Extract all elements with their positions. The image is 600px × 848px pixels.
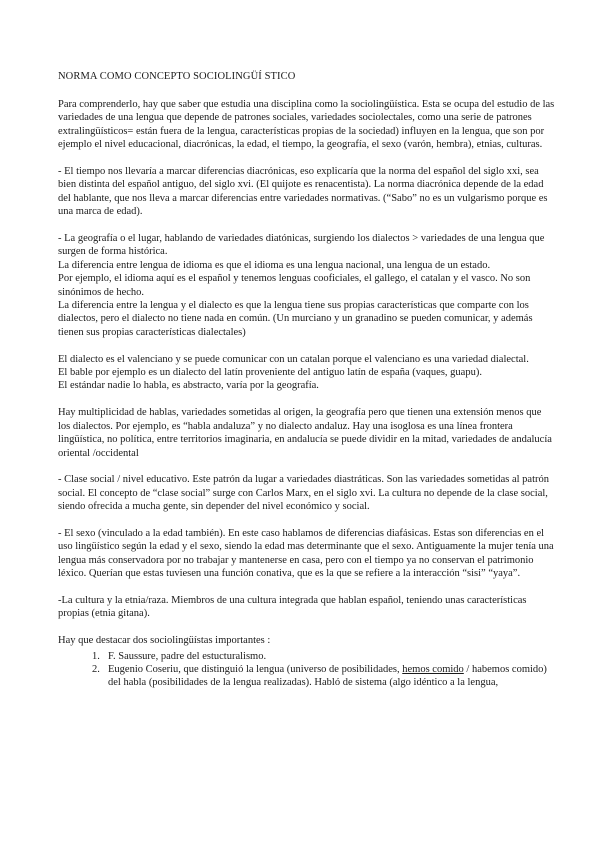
paragraph-line: - El sexo (vinculado a la edad también). En este caso hablamos de diferencias diafásicas. Estas son diferencias en el uso lingüístico según la edad y el sexo, siendo la edad mas determinante que el sexo. Antiguamente la mujer tenía una lengua más conservadora por no trabajar y mantenerse en casa, pero con el tiempo ya no conservan el patrimonio léxico. Querían que estas tuviesen una función conativa, que es la que se refiere a la interacción “sisi” “yaya”. (58, 527, 554, 580)
list-number: 2. (92, 663, 100, 675)
paragraph-line: Hay que destacar dos sociolingüístas importantes : (58, 635, 271, 647)
paragraph-line: - Clase social / nivel educativo. Este patrón da lugar a variedades diastráticas. Son las variedades sometidas al patrón social. El concepto de “clase social” surge con Carlos Marx, en el siglo xvi. La cultura no depende de la clase social, siendo ofrecida a mucha gente, sin depender del nivel económico y social. (58, 474, 550, 513)
list-item (92, 663, 556, 690)
list-item-text: F. Saussure, padre del estucturalismo. (108, 650, 267, 662)
paragraph-line: Hay multiplicidad de hablas, variedades sometidas al origen, la geografía pero que tienen una extensión menos que los dialectos. Por ejemplo, es “habla andaluza” y no dialecto andaluz. Hay una isoglosa es una línea frontera lingüística, no política, entre territorios imaginaria, en andalucía se puede dividir en la mitad, variedades de andalucía oriental /occidental (58, 407, 552, 459)
list-item-text: Eugenio Coseriu, que distinguió la lengua (universo de posibilidades, (108, 663, 403, 675)
paragraph-line: -La cultura y la etnia/raza. Miembros de una cultura integrada que hablan español, teniendo unas características propias (etnia gitana). (58, 594, 527, 620)
paragraph-line: Para comprenderlo, hay que saber que estudia una disciplina como la sociolingüística. Esta se ocupa del estudio de las variedades de una lengua que depende de patrones sociales, variedades sociolectales, como una serie de patrones extralingüísticos= están fuera de la lengua, características propias de la sociedad) influyen en la lengua, que son por ejemplo el nivel educacional, diacrónicas, la edad, el tiempo, la geografía, el sexo (varón, hembra), etnias, culturas. (58, 99, 555, 151)
underlined-example: hemos comido (402, 663, 464, 675)
paragraph-sexo (58, 527, 556, 581)
list-item (92, 650, 556, 663)
paragraph-sociolinguistas (58, 634, 556, 647)
list-number: 1. (92, 650, 100, 662)
paragraph-line: El estándar nadie lo habla, es abstracto, varía por la geografía. (58, 380, 319, 392)
paragraph-line: - El tiempo nos llevaría a marcar diferencias diacrónicas, eso explicaría que la norma del español del siglo xxi, sea bien distinta del español antiguo, del siglo xvi. (El quijote es renacentista). La norma diacrónica depende de la edad del hablante, que nos lleva a marcar diferencias entre variedades normativas. (“Sabo” no es un vulgarismo porque es una marca de edad). (58, 166, 548, 218)
list-item-text: / habemos comido) del habla (posibilidades de la lengua realizadas). Habló de sistema (algo idéntico a la lengua, (108, 663, 547, 689)
paragraph-tiempo (58, 165, 556, 219)
paragraph-geografia (58, 232, 556, 339)
paragraph-line: El dialecto es el valenciano y se puede comunicar con un catalan porque el valenciano es una variedad dialectal. (58, 353, 529, 365)
paragraph-line: - La geografía o el lugar, hablando de variedades diatónicas, surgiendo los dialectos > variedades de una lengua que surgen de forma histórica. (58, 233, 545, 258)
paragraph-cultura (58, 594, 556, 621)
paragraph-intro (58, 98, 556, 152)
authors-list (58, 650, 556, 690)
paragraph-dialecto (58, 353, 556, 393)
document-title: NORMA COMO CONCEPTO SOCIOLINGÜÍ STICO (58, 71, 296, 82)
paragraph-line: El bable por ejemplo es un dialecto del latín proveniente del antiguo latín de españa (vaques, guapu). (58, 367, 482, 379)
paragraph-line: La diferencia entre lengua de idioma es que el idioma es una lengua nacional, una lengua de un estado. (58, 259, 491, 271)
paragraph-line: La diferencia entre la lengua y el dialecto es que la lengua tiene sus propias características que comparte con los dialectos, pero el dialecto no tiene nada en común. (Un murciano y un granadino se pueden comunicar, y además tienen sus propias características dialectales) (58, 300, 533, 338)
paragraph-hablas (58, 406, 556, 460)
paragraph-clase-social (58, 473, 556, 513)
paragraph-line: Por ejemplo, el idioma aquí es el español y tenemos lenguas cooficiales, el gallego, el catalan y el vasco. No son sinónimos de hecho. (58, 273, 531, 298)
